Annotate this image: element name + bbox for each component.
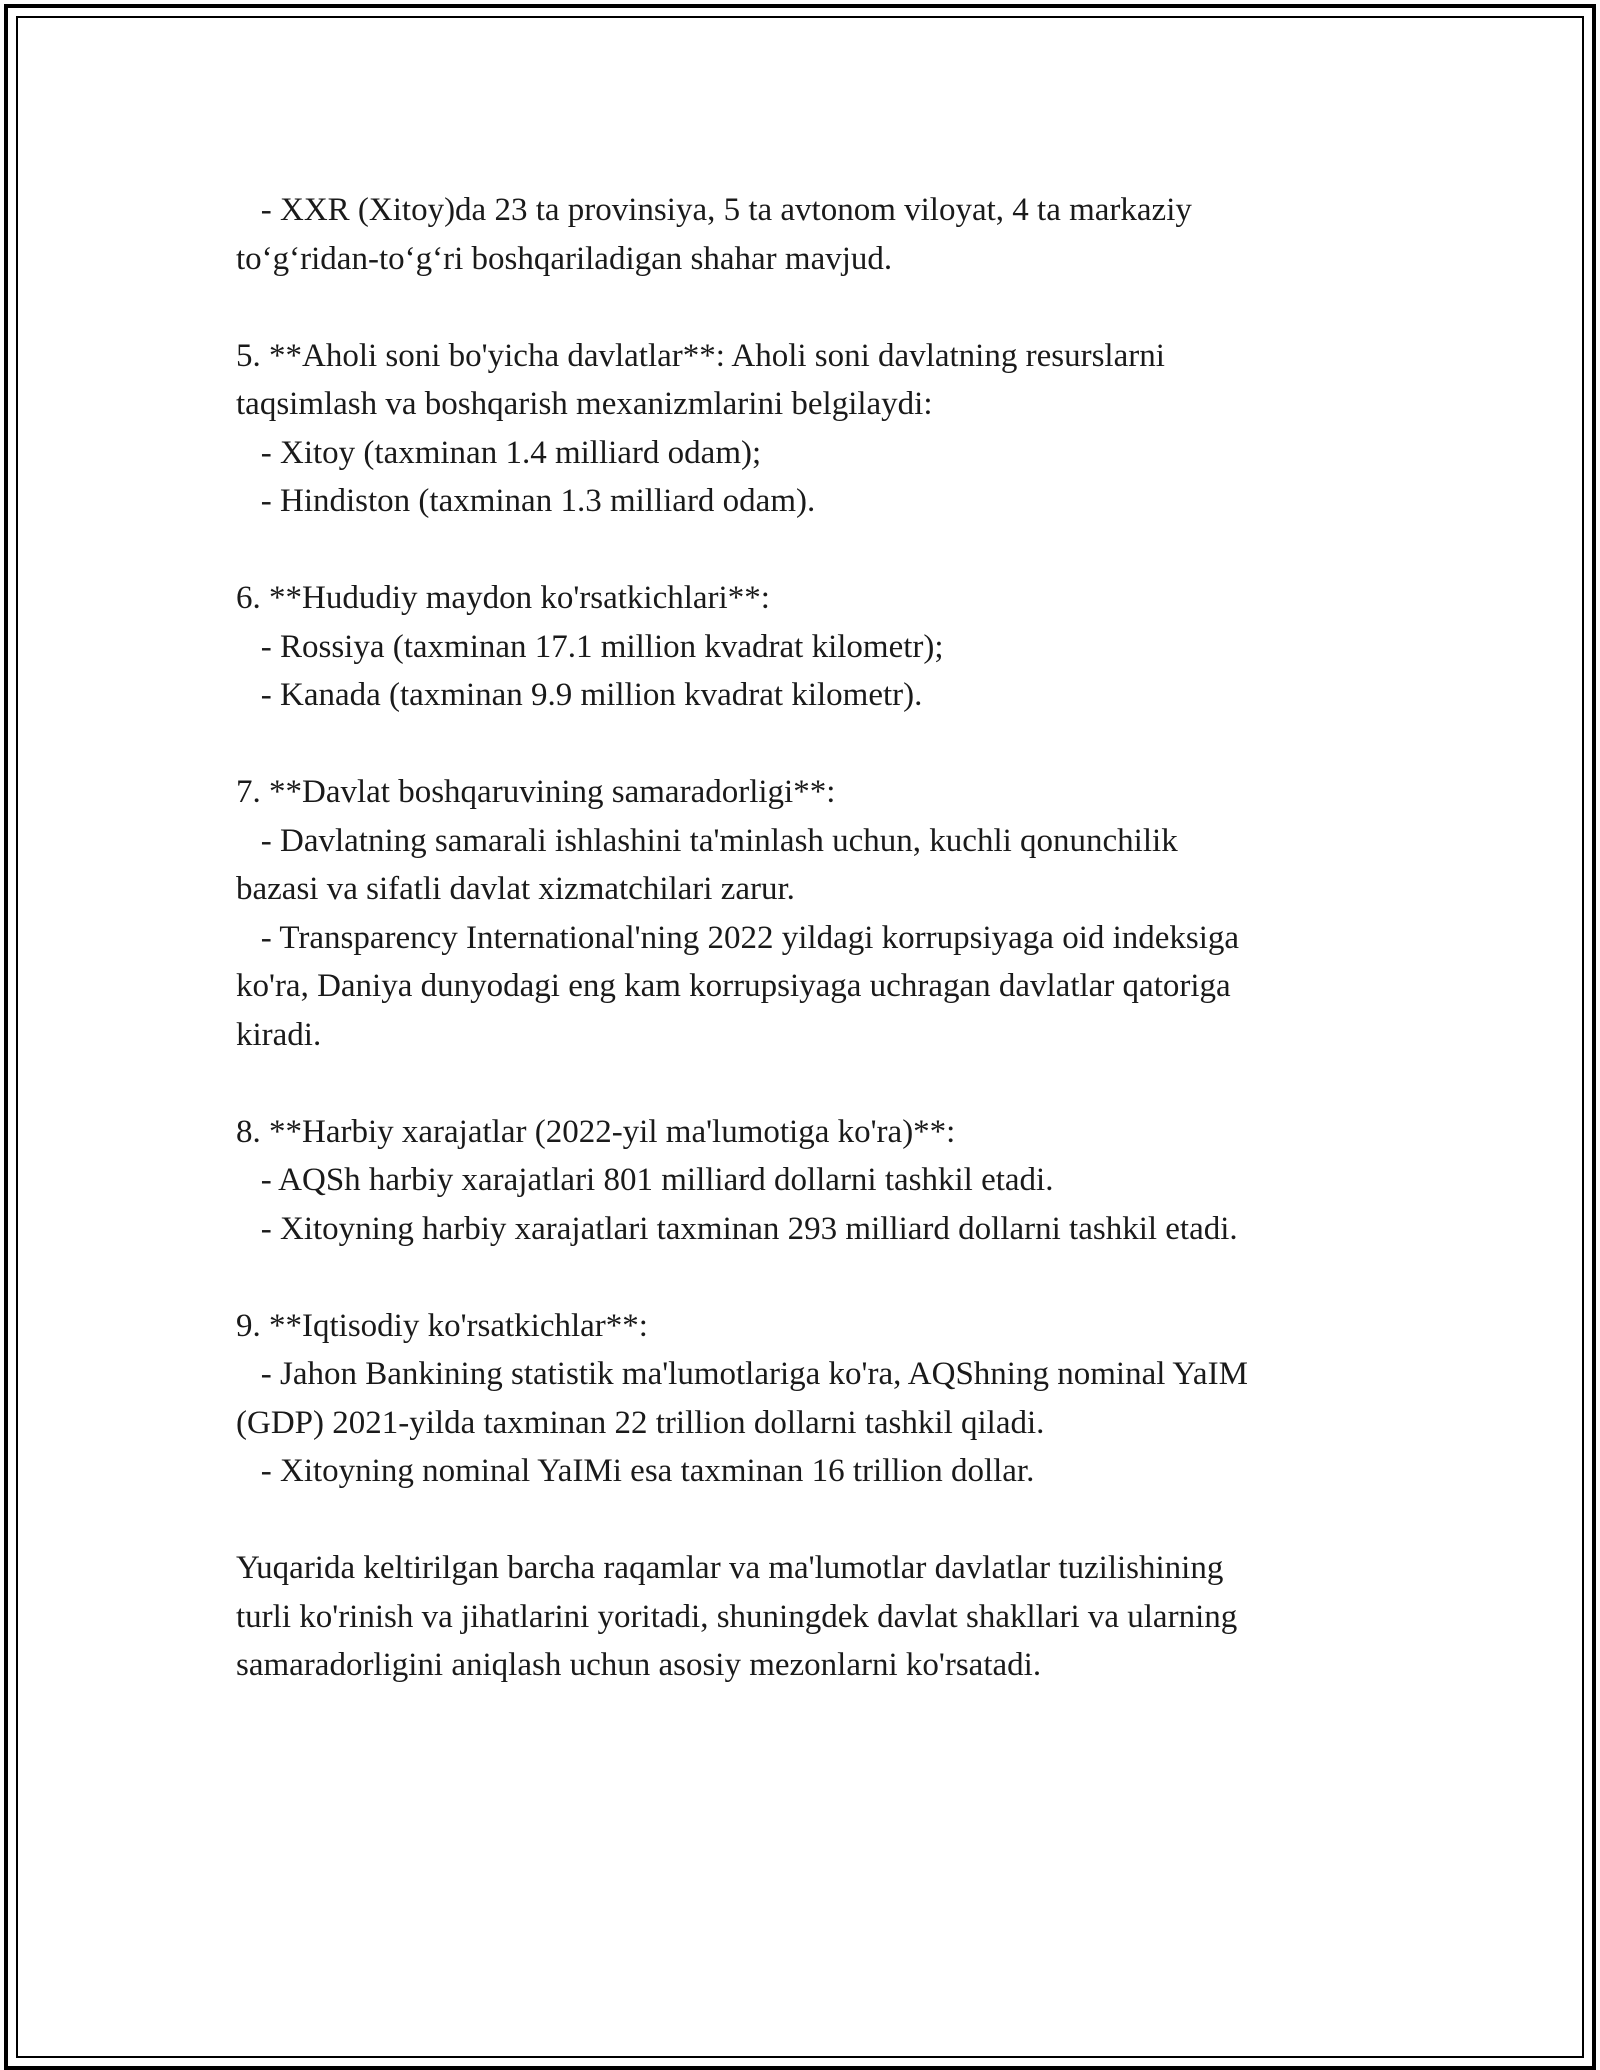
text-line: to‘g‘ridan-to‘g‘ri boshqariladigan shahar mavjud. [236, 240, 893, 277]
paragraph-gap [236, 1253, 1396, 1302]
text-line: samaradorligini aniqlash uchun asosiy mezonlarni ko'rsatadi. [236, 1647, 1042, 1683]
paragraph-gap [236, 720, 1396, 769]
text-line: kiradi. [236, 1016, 322, 1053]
section-military [236, 1108, 1396, 1254]
section-heading: 6. **Hududiy maydon ko'rsatkichlari**: [236, 580, 770, 616]
section-economy [236, 1302, 1396, 1496]
text-line: bazasi va sifatli davlat xizmatchilari zarur. [236, 871, 795, 907]
list-item: - AQSh harbiy xarajatlari 801 milliard dollarni tashkil etadi. [236, 1162, 1054, 1198]
section-governance [236, 768, 1396, 1059]
section-heading: 7. **Davlat boshqaruvining samaradorligi**: [236, 774, 836, 810]
list-item: - Rossiya (taxminan 17.1 million kvadrat kilometr); [236, 628, 944, 665]
section-population [236, 332, 1396, 526]
text-line: ko'ra, Daniya dunyodagi eng kam korrupsiyaga uchragan davlatlar qatoriga [236, 968, 1231, 1004]
section-heading: 9. **Iqtisodiy ko'rsatkichlar**: [236, 1307, 648, 1344]
list-item: - Hindiston (taxminan 1.3 milliard odam). [236, 483, 816, 519]
list-item: - Kanada (taxminan 9.9 million kvadrat kilometr). [236, 677, 923, 713]
list-item: - Xitoyning nominal YaIMi esa taxminan 16 trillion dollar. [236, 1453, 1035, 1489]
section-territory [236, 574, 1396, 720]
paragraph-xxr-provinces [236, 186, 1396, 283]
list-item: - Davlatning samarali ishlashini ta'minlash uchun, kuchli qonunchilik [236, 822, 1178, 859]
text-line: turli ko'rinish va jihatlarini yoritadi, shuningdek davlat shakllari va ularning [236, 1598, 1238, 1635]
text-line: (GDP) 2021-yilda taxminan 22 trillion dollarni tashkil qiladi. [236, 1404, 1045, 1441]
list-item: - Transparency International'ning 2022 yildagi korrupsiyaga oid indeksiga [236, 919, 1240, 956]
text-line: Yuqarida keltirilgan barcha raqamlar va ma'lumotlar davlatlar tuzilishining [236, 1550, 1224, 1586]
paragraph-gap [236, 1496, 1396, 1545]
list-item: - Xitoyning harbiy xarajatlari taxminan 293 milliard dollarni tashkil etadi. [236, 1210, 1238, 1247]
list-item: - Jahon Bankining statistik ma'lumotlariga ko'ra, AQShning nominal YaIM [236, 1356, 1248, 1392]
list-item: - Xitoy (taxminan 1.4 milliard odam); [236, 434, 762, 471]
paragraph-gap [236, 526, 1396, 575]
text-line: taqsimlash va boshqarish mexanizmlarini belgilaydi: [236, 386, 933, 422]
paragraph-gap [236, 1059, 1396, 1108]
paragraph-gap [236, 283, 1396, 332]
section-heading: 5. **Aholi soni bo'yicha davlatlar**: Aholi soni davlatning resurslarni [236, 337, 1165, 374]
paragraph-conclusion [236, 1544, 1396, 1690]
section-heading: 8. **Harbiy xarajatlar (2022-yil ma'lumotiga ko'ra)**: [236, 1113, 956, 1150]
document-body [236, 186, 1396, 1690]
text-line: - XXR (Xitoy)da 23 ta provinsiya, 5 ta avtonom viloyat, 4 ta markaziy [236, 192, 1192, 228]
